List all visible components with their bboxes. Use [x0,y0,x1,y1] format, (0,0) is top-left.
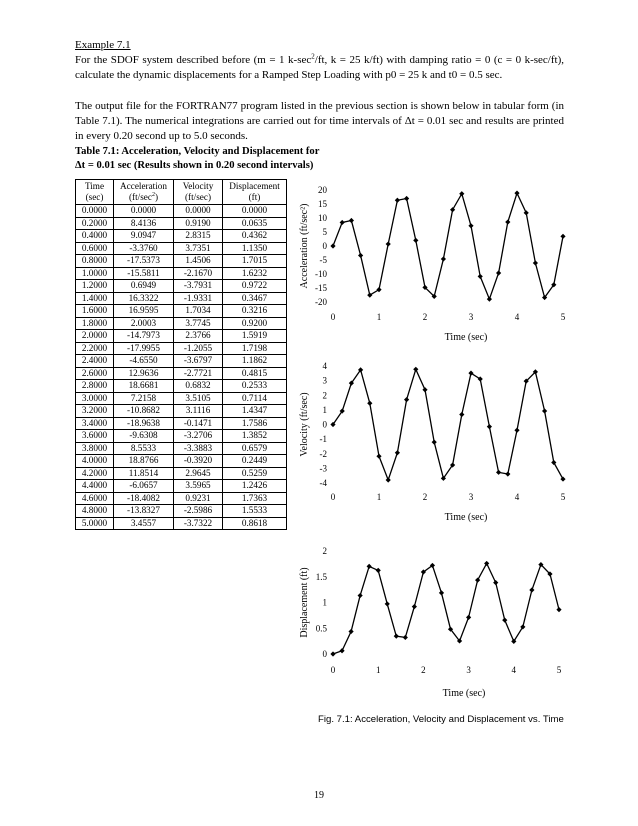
header-unit: (ft/sec) [184,192,211,202]
para1-superscript: 2 [311,52,315,61]
header-unit: (ft) [248,192,261,202]
y-tick-label: 0 [322,419,327,430]
table-cell: 1.6232 [223,267,287,280]
table-cell: -14.7973 [114,330,174,343]
table-row [76,342,287,355]
data-point-marker [560,234,565,239]
table-cell: 0.8000 [76,255,114,268]
data-point-marker [514,191,519,196]
x-tick-label: 0 [330,665,336,675]
table-cell: 16.3322 [114,292,174,305]
table-cell: -2.1670 [174,267,223,280]
y-tick-label: 3 [322,375,327,386]
table-cell: 1.1862 [223,355,287,368]
x-tick-label: 5 [556,665,562,675]
data-point-marker [404,196,409,201]
y-tick-label: 20 [318,185,327,195]
table-cell: 1.5533 [223,505,287,518]
data-point-marker [450,207,455,212]
table-row [76,480,287,493]
table-cell: 0.0000 [174,205,223,218]
table-cell: 3.8000 [76,442,114,455]
table-cell: 1.7586 [223,417,287,430]
table-body [76,205,287,530]
displacement-chart [295,540,580,705]
results-table [75,179,287,530]
y-tick-label: -20 [315,297,327,307]
x-tick-label: 1 [375,665,381,675]
y-axis-label: Acceleration (ft/sec²) [299,203,310,289]
table-cell: -3.6797 [174,355,223,368]
example-title: Example 7.1 [75,39,131,51]
table-cell: 8.4136 [114,217,174,230]
data-point-marker [468,223,473,228]
data-point-marker [560,476,565,481]
data-point-marker [404,397,409,402]
x-tick-label: 4 [514,312,520,322]
table-cell: 2.8315 [174,230,223,243]
table-caption-line-2: Δt = 0.01 sec (Results shown in 0.20 second intervals) [75,160,314,171]
table-row [76,505,287,518]
table-cell: 0.4000 [76,230,114,243]
y-tick-label: 5 [322,227,327,237]
table-row [76,442,287,455]
table-cell: -0.1471 [174,417,223,430]
table-cell: 8.5533 [114,442,174,455]
table-cell: 1.8000 [76,317,114,330]
data-point-marker [367,401,372,406]
y-tick-label: 2 [322,390,327,401]
table-cell: 5.0000 [76,517,114,530]
table-cell: 0.6832 [174,380,223,393]
y-tick-label: 0.5 [315,623,327,634]
table-cell: 2.8000 [76,380,114,393]
y-tick-label: -15 [315,283,327,293]
data-point-marker [502,618,507,623]
header-unit: (sec) [85,192,104,202]
table-row [76,280,287,293]
series-line [333,563,559,654]
table-cell: 1.7363 [223,492,287,505]
data-point-marker [551,460,556,465]
x-tick-label: 2 [422,312,428,322]
table-cell: -18.9638 [114,417,174,430]
table-row [76,317,287,330]
data-point-marker [367,564,372,569]
y-tick-label: -2 [319,448,327,459]
data-point-marker [330,243,335,248]
table-cell: 0.0635 [223,217,287,230]
table-cell: -1.2055 [174,342,223,355]
table-header-cell [114,180,174,205]
table-cell: 1.7198 [223,342,287,355]
table-row [76,467,287,480]
data-point-marker [487,424,492,429]
table-row [76,517,287,530]
header-name: Time [84,180,105,191]
data-point-marker [330,651,335,656]
y-tick-label: -1 [319,434,327,445]
table-row [76,255,287,268]
series-line [333,369,563,480]
table-row [76,355,287,368]
table-cell: 3.6000 [76,430,114,443]
table-cell: -10.8682 [114,405,174,418]
x-tick-label: 2 [422,492,428,502]
data-point-marker [412,604,417,609]
table-cell: 1.5919 [223,330,287,343]
table-cell: 7.2158 [114,392,174,405]
table-cell: 2.4000 [76,355,114,368]
velocity-chart [295,356,580,526]
table-cell: 0.3467 [223,292,287,305]
table-cell: 11.8514 [114,467,174,480]
x-tick-label: 0 [330,312,336,322]
table-cell: 3.0000 [76,392,114,405]
data-point-marker [386,241,391,246]
table-cell: 1.7015 [223,255,287,268]
y-tick-label: 0 [322,649,327,659]
table-cell: 3.5965 [174,480,223,493]
table-cell: 1.2000 [76,280,114,293]
table-row [76,367,287,380]
table-header-cell [223,180,287,205]
example-paragraph-1 [75,53,564,83]
y-axis-label: Velocity (ft/sec) [299,392,310,457]
data-point-marker [432,440,437,445]
table-cell: 18.6681 [114,380,174,393]
table-row [76,305,287,318]
x-axis-label: Time (sec) [442,688,486,699]
table-cell: -1.9331 [174,292,223,305]
data-point-marker [493,580,498,585]
data-point-marker [439,590,444,595]
data-point-marker [422,387,427,392]
table-cell: -3.7322 [174,517,223,530]
para1-part-b: /ft, k = 25 k/ft) with damping ratio = 0 (c = 0 k-sec/ft), calculate the dynamic displacements for a Ramped Step Loading with p0 = 25 k and t0 = 0.5 sec. [75,54,564,81]
x-tick-label: 1 [376,312,382,322]
data-point-marker [484,561,489,566]
table-cell: 1.7034 [174,305,223,318]
table-cell: 3.2000 [76,405,114,418]
table-cell: 0.6579 [223,442,287,455]
table-row [76,230,287,243]
data-point-marker [413,367,418,372]
table-cell: 0.6000 [76,242,114,255]
table-cell: 0.0000 [114,205,174,218]
table-header-cell [174,180,223,205]
table-cell: 2.6000 [76,367,114,380]
data-point-marker [496,470,501,475]
data-point-marker [403,635,408,640]
data-point-marker [395,198,400,203]
x-axis-label: Time (sec) [444,332,488,343]
table-caption [75,145,375,173]
table-cell: 0.0000 [223,205,287,218]
table-cell: -17.5373 [114,255,174,268]
table-cell: 2.0003 [114,317,174,330]
table-cell: 4.4000 [76,480,114,493]
x-axis-label: Time (sec) [444,512,488,523]
x-tick-label: 3 [466,665,471,675]
x-tick-label: 5 [560,312,566,322]
table-row [76,380,287,393]
table-cell: 1.1350 [223,242,287,255]
data-point-marker [478,274,483,279]
data-point-marker [340,220,345,225]
table-cell: -0.3920 [174,455,223,468]
table-cell: 0.3216 [223,305,287,318]
header-unit: $(ft/\sec^2)$ [128,191,159,202]
table-row [76,392,287,405]
data-point-marker [556,607,561,612]
table-cell: 3.4557 [114,517,174,530]
table-cell: 4.6000 [76,492,114,505]
table-row [76,205,287,218]
data-point-marker [505,219,510,224]
data-point-marker [496,270,501,275]
table-cell: 0.4815 [223,367,287,380]
table-cell: 0.9200 [223,317,287,330]
table-cell: 1.4506 [174,255,223,268]
table-row [76,292,287,305]
y-tick-label: 4 [322,361,327,371]
data-point-marker [514,428,519,433]
table-row [76,267,287,280]
y-tick-label: 1 [322,597,327,608]
data-point-marker [459,412,464,417]
data-point-marker [459,191,464,196]
data-point-marker [348,629,353,634]
table-cell: 0.0000 [76,205,114,218]
table-cell: 1.2426 [223,480,287,493]
table-header-row [76,180,287,205]
y-tick-label: 1 [322,404,327,415]
table-cell: 0.9722 [223,280,287,293]
table-cell: 1.4000 [76,292,114,305]
table-cell: 1.6000 [76,305,114,318]
data-point-marker [529,587,534,592]
table-cell: 9.0947 [114,230,174,243]
data-point-marker [394,634,399,639]
table-row [76,242,287,255]
x-tick-label: 5 [560,492,566,502]
table-row [76,330,287,343]
table-row [76,492,287,505]
data-point-marker [376,568,381,573]
table-row [76,455,287,468]
table-cell: 4.2000 [76,467,114,480]
table-cell: -18.4082 [114,492,174,505]
x-tick-label: 1 [376,492,382,502]
table-cell: -2.7721 [174,367,223,380]
x-tick-label: 3 [468,312,474,322]
data-point-marker [358,593,363,598]
series-line [333,193,563,299]
table-cell: 2.0000 [76,330,114,343]
table-cell: 2.3766 [174,330,223,343]
table-cell: 12.9636 [114,367,174,380]
table-cell: 0.9190 [174,217,223,230]
x-tick-label: 4 [514,492,520,502]
y-axis-label: Displacement (ft) [299,567,310,638]
table-cell: 2.9645 [174,467,223,480]
table-cell: 1.0000 [76,267,114,280]
table-row [76,405,287,418]
table-row [76,217,287,230]
y-tick-label: -4 [319,478,327,488]
data-point-marker [441,256,446,261]
data-point-marker [475,578,480,583]
table-cell: 3.1116 [174,405,223,418]
table-cell: 0.6949 [114,280,174,293]
y-tick-label: -10 [315,269,327,279]
table-cell: 4.8000 [76,505,114,518]
data-point-marker [358,253,363,258]
data-point-marker [385,601,390,606]
acceleration-chart [295,180,580,350]
header-name: Displacement [229,180,280,191]
table-cell: 4.0000 [76,455,114,468]
table-cell: -4.6550 [114,355,174,368]
y-tick-label: 1.5 [315,571,327,582]
table-cell: 0.5259 [223,467,287,480]
table-cell: -3.3760 [114,242,174,255]
data-point-marker [413,238,418,243]
table-row [76,430,287,443]
table-cell: 0.2449 [223,455,287,468]
header-name: Acceleration [120,180,167,191]
data-point-marker [395,450,400,455]
x-tick-label: 3 [468,492,474,502]
table-cell: -3.7931 [174,280,223,293]
table-cell: 0.7114 [223,392,287,405]
data-point-marker [542,408,547,413]
table-cell: 0.2000 [76,217,114,230]
y-tick-label: -3 [319,463,327,474]
y-tick-label: -5 [319,255,327,265]
data-point-marker [376,454,381,459]
data-point-marker [505,471,510,476]
data-point-marker [533,260,538,265]
data-point-marker [524,210,529,215]
data-point-marker [339,648,344,653]
table-cell: -13.8327 [114,505,174,518]
table-caption-line-1: Table 7.1: Acceleration, Velocity and Displacement for [75,146,320,157]
table-cell: -15.5811 [114,267,174,280]
table-cell: 3.7351 [174,242,223,255]
x-tick-label: 2 [421,665,426,675]
data-point-marker [487,296,492,301]
data-point-marker [386,477,391,482]
table-cell: 0.9231 [174,492,223,505]
x-tick-label: 4 [511,665,517,675]
page-number: 19 [314,790,324,801]
table-cell: 0.4362 [223,230,287,243]
y-tick-label: 0 [322,241,327,251]
table-header-cell [76,180,114,205]
y-tick-label: 2 [322,546,327,556]
table-cell: 16.9595 [114,305,174,318]
table-cell: 0.8618 [223,517,287,530]
table-cell: -9.6308 [114,430,174,443]
table-cell: -2.5986 [174,505,223,518]
table-cell: 3.7745 [174,317,223,330]
table-cell: -3.3883 [174,442,223,455]
table-cell: 18.8766 [114,455,174,468]
y-tick-label: 15 [318,199,327,209]
table-cell: 3.4000 [76,417,114,430]
data-point-marker [466,615,471,620]
table-cell: 3.5105 [174,392,223,405]
y-tick-label: 10 [318,213,327,223]
example-paragraph-2: The output file for the FORTRAN77 program listed in the previous section is shown below in tabular form (in Table 7.1). The numerical integrations are carried out for time intervals of Δt = 0.01 sec and results are printed in every 0.20 second up to 5.0 seconds. [75,100,564,142]
data-point-marker [349,218,354,223]
header-name: Velocity [182,180,214,191]
table-cell: 2.2000 [76,342,114,355]
table-cell: -3.2706 [174,430,223,443]
table-cell: 0.2533 [223,380,287,393]
table-row [76,417,287,430]
table-cell: 1.3852 [223,430,287,443]
figure-caption: Fig. 7.1: Acceleration, Velocity and Displacement vs. Time [318,714,564,725]
table-cell: -6.0657 [114,480,174,493]
para1-part-a: For the SDOF system described before (m = 1 k-sec [75,54,312,66]
x-tick-label: 0 [330,492,336,502]
table-cell: 1.4347 [223,405,287,418]
table-cell: -17.9955 [114,342,174,355]
